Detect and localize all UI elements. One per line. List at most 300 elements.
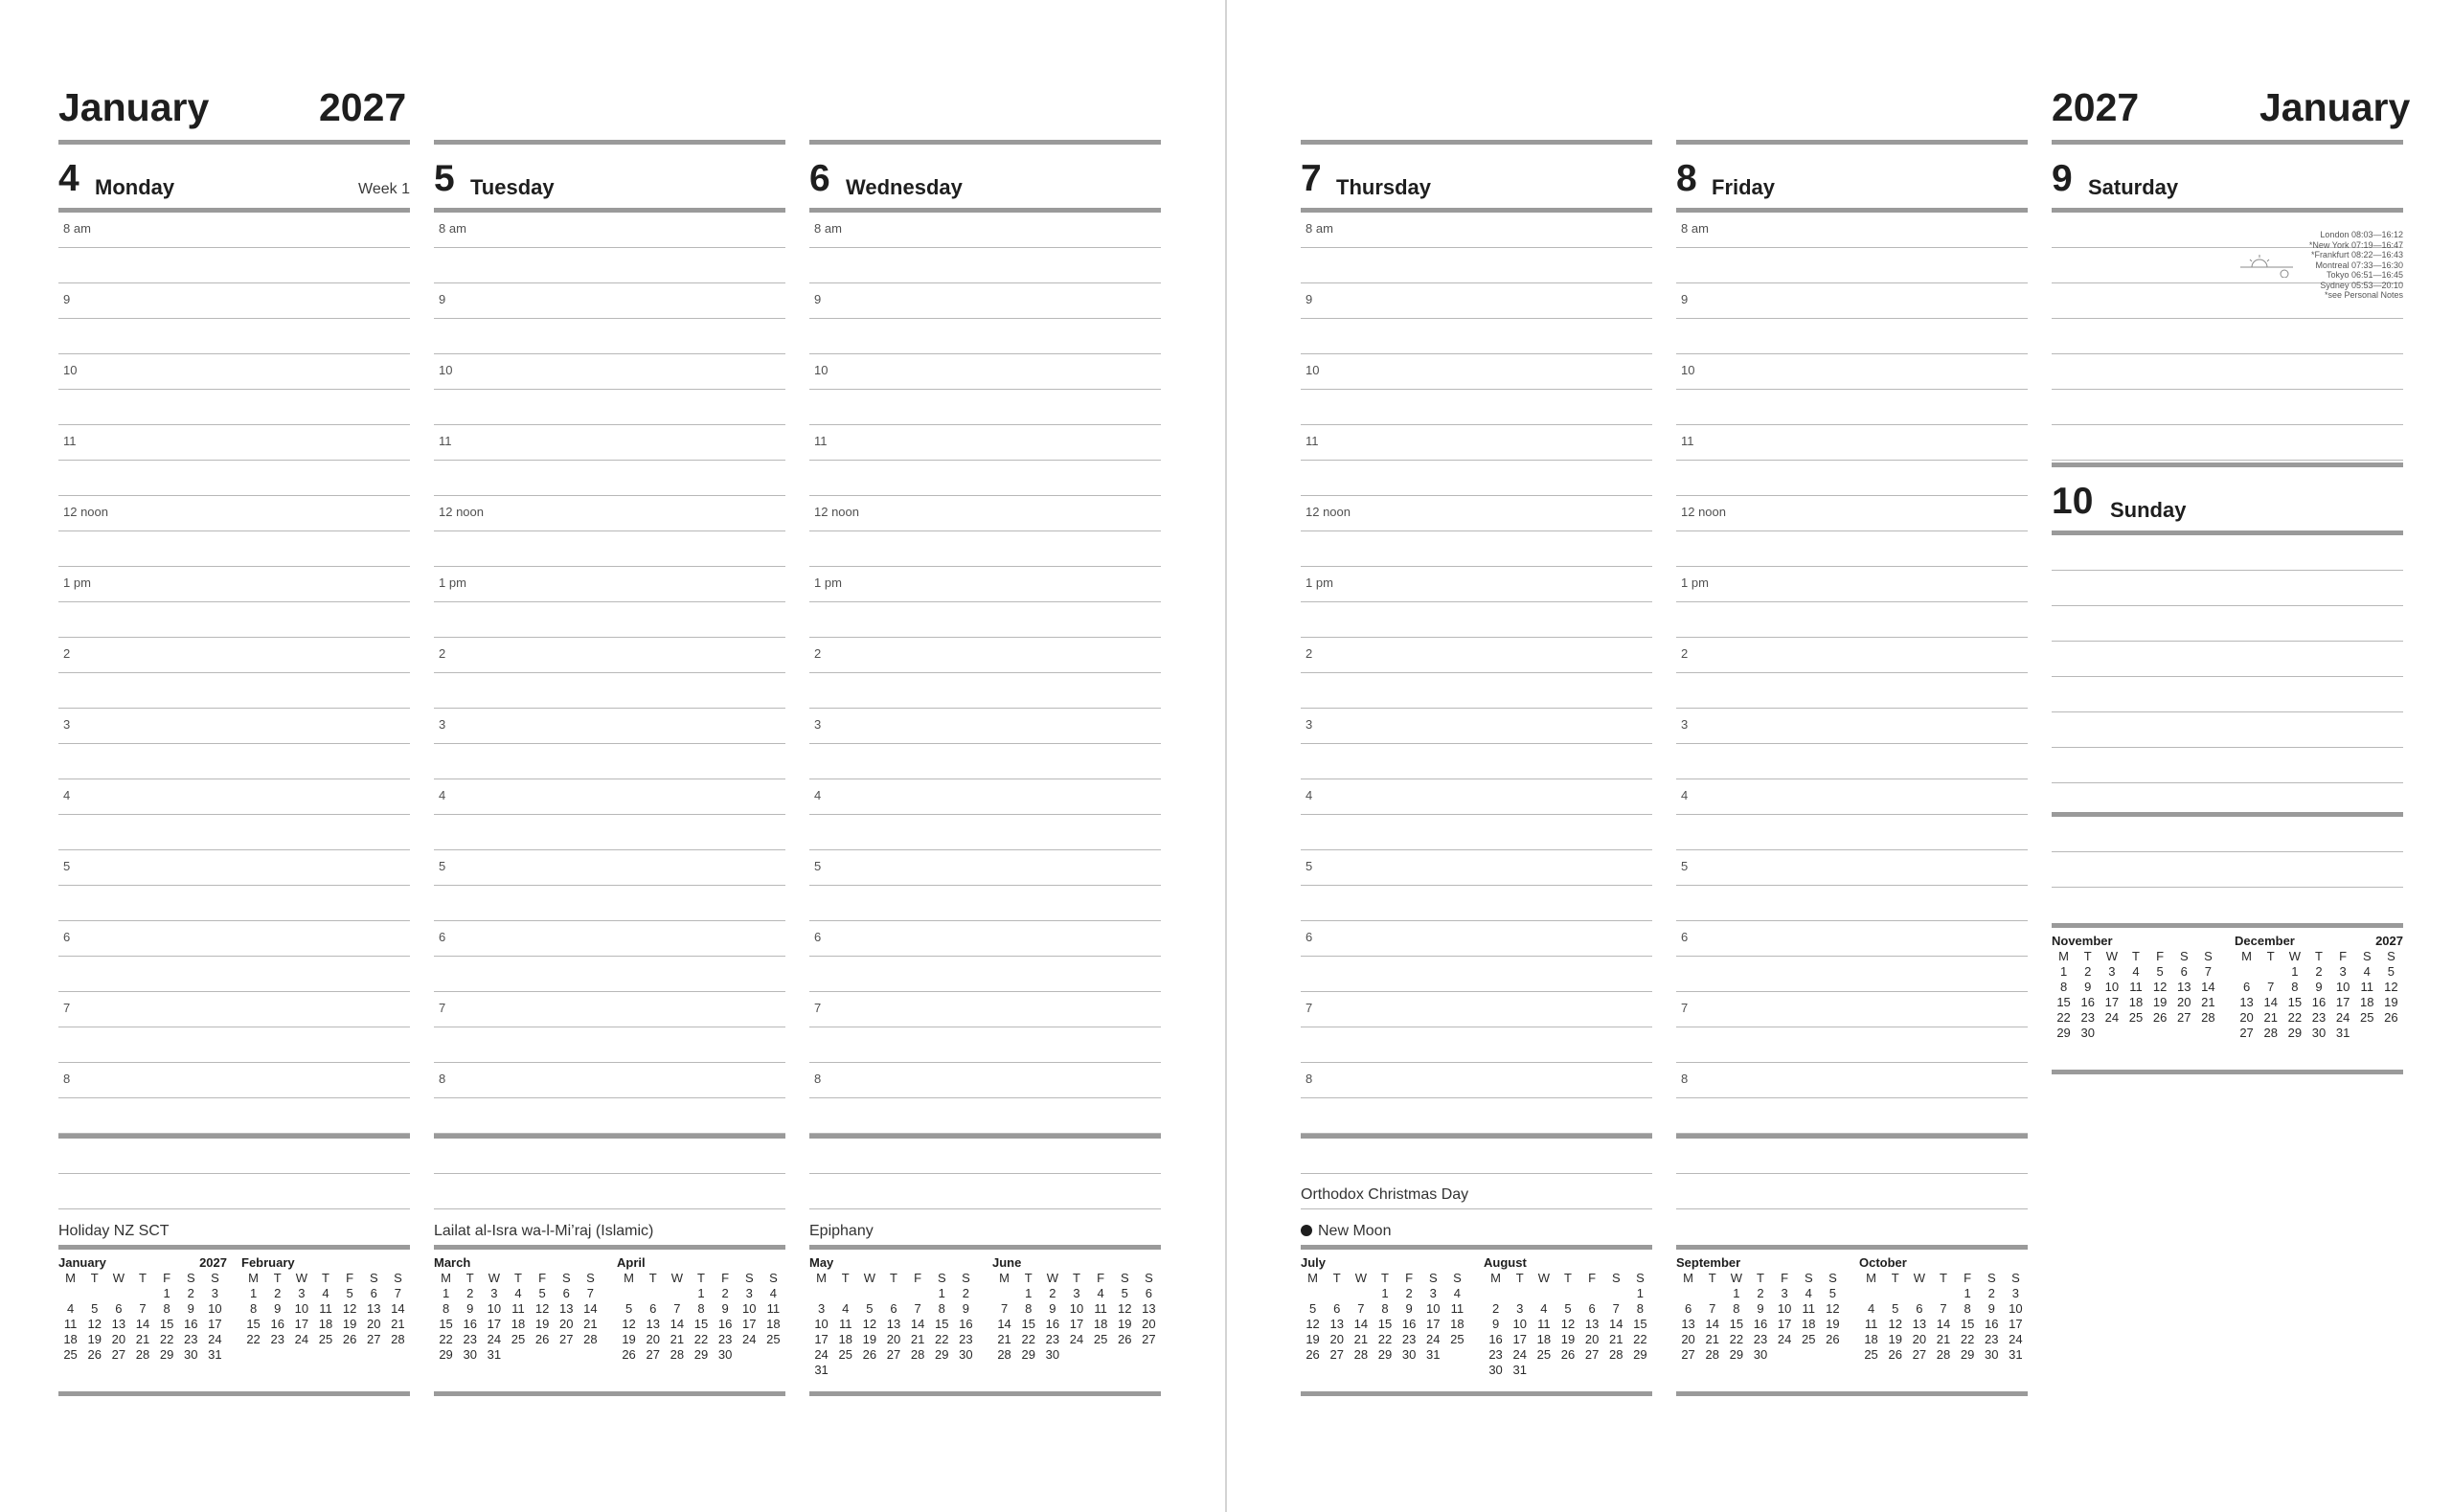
weekday-label: S (1428, 1271, 1438, 1285)
date-cell (906, 1286, 930, 1301)
half-hour-slot[interactable] (58, 461, 410, 496)
time-label: 6 (814, 930, 822, 944)
hour-slot[interactable] (434, 1063, 785, 1098)
weekday-header (1484, 1271, 1652, 1286)
date-cell: 18 (318, 1317, 333, 1331)
half-hour-slot[interactable] (1676, 531, 2028, 567)
date-cell: 23 (2080, 1010, 2095, 1025)
date-cell: 28 (1936, 1347, 1951, 1362)
hour-slot[interactable] (1301, 850, 1652, 886)
calendar-bottom-rule (58, 1391, 410, 1396)
date-cell: 7 (1000, 1301, 1009, 1316)
time-label: 10 (1681, 363, 1695, 377)
date-cell: 16 (1401, 1317, 1417, 1331)
note-line[interactable] (58, 1139, 410, 1174)
holiday-label: Epiphany (809, 1223, 874, 1239)
date-cell: 19 (534, 1317, 550, 1331)
date-cell: 4 (322, 1286, 329, 1300)
half-hour-slot[interactable] (809, 957, 1161, 992)
date-cell: 15 (1377, 1317, 1393, 1331)
date-cell (1301, 1286, 1325, 1301)
half-hour-slot[interactable] (1676, 673, 2028, 709)
half-hour-slot[interactable] (1301, 886, 1652, 921)
date-cell (1113, 1347, 1137, 1363)
time-label: 11 (63, 434, 77, 448)
half-hour-slot[interactable] (1301, 319, 1652, 354)
hour-slot[interactable] (434, 850, 785, 886)
hour-slot[interactable] (809, 496, 1161, 531)
weekday-label: M (441, 1271, 451, 1285)
writing-line[interactable] (2052, 677, 2403, 712)
mini-calendars (58, 1250, 410, 1391)
date-cell: 14 (1353, 1317, 1369, 1331)
half-hour-slot[interactable] (434, 248, 785, 283)
hour-slot[interactable] (434, 638, 785, 673)
week-row (2235, 980, 2403, 995)
half-hour-slot[interactable] (434, 602, 785, 638)
date-cell: 12 (342, 1301, 357, 1316)
half-hour-slot[interactable] (1301, 744, 1652, 779)
week-row (2052, 1010, 2220, 1026)
half-hour-slot[interactable] (58, 602, 410, 638)
date-cell: 23 (717, 1332, 733, 1346)
half-hour-slot[interactable] (1301, 461, 1652, 496)
date-cell: 26 (87, 1347, 102, 1362)
hour-slot[interactable] (1301, 213, 1652, 248)
writing-line[interactable] (2052, 748, 2403, 783)
date-cell: 4 (1867, 1301, 1875, 1316)
weekday-label: F (163, 1271, 171, 1285)
hour-slot[interactable] (1676, 779, 2028, 815)
half-hour-slot[interactable] (58, 248, 410, 283)
week-row (241, 1332, 410, 1347)
date-cell: 5 (866, 1301, 874, 1316)
half-hour-slot[interactable] (434, 319, 785, 354)
half-hour-slot[interactable] (809, 744, 1161, 779)
hour-slot[interactable] (58, 283, 410, 319)
hour-slot[interactable] (809, 213, 1161, 248)
hour-slot[interactable] (434, 921, 785, 957)
date-cell: 27 (886, 1347, 901, 1362)
writing-line[interactable] (2052, 354, 2403, 390)
half-hour-slot[interactable] (58, 319, 410, 354)
hour-slot[interactable] (1676, 213, 2028, 248)
note-line[interactable] (58, 1174, 410, 1209)
half-hour-slot[interactable] (1676, 319, 2028, 354)
date-cell (1484, 1286, 1508, 1301)
weekday-header (2052, 949, 2220, 964)
mini-calendar-february (241, 1255, 410, 1363)
left-year-title: 2027 (319, 85, 407, 129)
half-hour-slot[interactable] (1676, 744, 2028, 779)
hour-slot[interactable] (1301, 283, 1652, 319)
half-hour-slot[interactable] (434, 390, 785, 425)
half-hour-slot[interactable] (434, 957, 785, 992)
mini-calendar-title (1484, 1255, 1652, 1271)
note-line[interactable] (1301, 1174, 1652, 1209)
half-hour-slot[interactable] (434, 744, 785, 779)
time-label: 11 (1681, 434, 1694, 448)
half-hour-slot[interactable] (58, 815, 410, 850)
date-cell: 20 (111, 1332, 126, 1346)
day-header (58, 145, 410, 208)
half-hour-slot[interactable] (809, 673, 1161, 709)
hour-slot[interactable] (809, 992, 1161, 1027)
hour-slot[interactable] (809, 779, 1161, 815)
sun-time-new-york: *New York 07:19—16:47 (2308, 239, 2403, 250)
date-cell: 23 (463, 1332, 477, 1346)
hour-slot[interactable] (58, 213, 410, 248)
hour-slot[interactable] (58, 638, 410, 673)
date-cell: 28 (135, 1347, 150, 1362)
week-row (58, 1347, 227, 1363)
date-cell: 23 (1401, 1332, 1417, 1346)
half-hour-slot[interactable] (1301, 1098, 1652, 1134)
half-hour-slot[interactable] (58, 886, 410, 921)
half-hour-slot[interactable] (809, 531, 1161, 567)
hour-slot[interactable] (1676, 1063, 2028, 1098)
date-cell: 13 (559, 1301, 574, 1316)
week-row (809, 1332, 978, 1347)
date-cell: 31 (814, 1363, 829, 1377)
hour-slot[interactable] (434, 425, 785, 461)
writing-line[interactable] (2052, 712, 2403, 748)
half-hour-slot[interactable] (58, 673, 410, 709)
hour-slot[interactable] (434, 992, 785, 1027)
hour-slot[interactable] (1301, 354, 1652, 390)
date-cell: 10 (487, 1301, 502, 1316)
note-line[interactable] (434, 1174, 785, 1209)
weekday-header (241, 1271, 410, 1286)
hour-slot[interactable] (1301, 709, 1652, 744)
weekday-header (58, 1271, 227, 1286)
week-row (434, 1301, 602, 1317)
hour-slot[interactable] (1676, 496, 2028, 531)
hour-slot[interactable] (809, 283, 1161, 319)
half-hour-slot[interactable] (809, 886, 1161, 921)
mini-calendar-january (58, 1255, 227, 1363)
half-hour-slot[interactable] (434, 886, 785, 921)
time-label: 12 noon (1305, 505, 1351, 519)
date-cell: 5 (1892, 1301, 1899, 1316)
time-label: 6 (1681, 930, 1689, 944)
date-cell: 9 (1405, 1301, 1413, 1316)
hour-slot[interactable] (1676, 425, 2028, 461)
hour-slot[interactable] (58, 1063, 410, 1098)
date-cell (2123, 1026, 2147, 1041)
half-hour-slot[interactable] (1301, 390, 1652, 425)
hour-slot[interactable] (1301, 921, 1652, 957)
date-cell: 16 (1488, 1332, 1503, 1346)
date-cell: 30 (1488, 1363, 1503, 1377)
half-hour-slot[interactable] (1676, 1098, 2028, 1134)
half-hour-slot[interactable] (1676, 815, 2028, 850)
date-cell: 3 (211, 1286, 219, 1300)
date-cell: 19 (87, 1332, 102, 1346)
week-row (241, 1301, 410, 1317)
hour-slot[interactable] (58, 992, 410, 1027)
date-cell: 21 (2201, 995, 2215, 1009)
hour-slot[interactable] (58, 850, 410, 886)
saturday-area (2052, 213, 2403, 461)
weekday-label: F (2156, 949, 2165, 963)
week-row (1859, 1347, 2028, 1363)
weekday-label: S (1453, 1271, 1462, 1285)
weekday-label: S (1804, 1271, 1813, 1285)
date-cell (1628, 1363, 1652, 1378)
date-cell: 9 (274, 1301, 282, 1316)
hour-slot[interactable] (1301, 425, 1652, 461)
half-hour-slot[interactable] (1301, 957, 1652, 992)
hour-slot[interactable] (1301, 992, 1652, 1027)
date-cell: 24 (208, 1332, 222, 1346)
weekday-label: W (670, 1271, 683, 1285)
note-line[interactable] (1676, 1174, 2028, 1209)
note-line[interactable] (1301, 1139, 1652, 1174)
half-hour-slot[interactable] (809, 248, 1161, 283)
half-hour-slot[interactable] (1676, 461, 2028, 496)
date-cell: 10 (2335, 980, 2350, 994)
week-row (1484, 1286, 1652, 1301)
weekday-label: F (721, 1271, 730, 1285)
half-hour-slot[interactable] (1301, 602, 1652, 638)
hour-slot[interactable] (434, 709, 785, 744)
writing-line[interactable] (2052, 535, 2403, 571)
hour-slot[interactable] (58, 425, 410, 461)
week-row (617, 1347, 785, 1363)
half-hour-slot[interactable] (434, 461, 785, 496)
date-cell: 8 (1025, 1301, 1033, 1316)
half-hour-slot[interactable] (809, 319, 1161, 354)
date-cell: 8 (938, 1301, 945, 1316)
day-column-weekend (2052, 140, 2403, 1074)
writing-line[interactable] (2052, 425, 2403, 461)
half-hour-slot[interactable] (1676, 957, 2028, 992)
weekday-label: S (937, 1271, 946, 1285)
hour-slot[interactable] (809, 638, 1161, 673)
hour-slot[interactable] (58, 354, 410, 390)
date-cell: 26 (2384, 1010, 2398, 1025)
half-hour-slot[interactable] (1676, 390, 2028, 425)
calendar-bottom-rule (434, 1391, 785, 1396)
date-cell (106, 1286, 130, 1301)
date-cell: 21 (670, 1332, 685, 1346)
date-cell: 10 (1512, 1317, 1527, 1331)
hour-slot[interactable] (58, 921, 410, 957)
hour-slot[interactable] (58, 567, 410, 602)
half-hour-slot[interactable] (58, 1098, 410, 1134)
half-hour-slot[interactable] (1676, 886, 2028, 921)
weekday-label: T (2083, 949, 2092, 963)
date-cell: 25 (1450, 1332, 1464, 1346)
hour-slot[interactable] (1676, 567, 2028, 602)
date-cell: 17 (294, 1317, 309, 1331)
note-line[interactable] (434, 1139, 785, 1174)
weekday-header (617, 1271, 785, 1286)
date-cell: 7 (1357, 1301, 1365, 1316)
hour-slot[interactable] (434, 567, 785, 602)
writing-line[interactable] (2052, 642, 2403, 677)
half-hour-slot[interactable] (809, 815, 1161, 850)
date-cell: 14 (2263, 995, 2278, 1009)
date-cell: 24 (294, 1332, 309, 1346)
date-cell: 22 (439, 1332, 453, 1346)
half-hour-slot[interactable] (809, 1098, 1161, 1134)
date-cell: 14 (910, 1317, 925, 1331)
date-cell: 20 (1681, 1332, 1695, 1346)
weekday-label: F (1964, 1271, 1972, 1285)
date-cell: 20 (2177, 995, 2191, 1009)
hour-slot[interactable] (434, 213, 785, 248)
hour-slot[interactable] (434, 496, 785, 531)
date-cell: 6 (1333, 1301, 1341, 1316)
hour-slot[interactable] (1676, 850, 2028, 886)
hour-slot[interactable] (809, 709, 1161, 744)
date-cell (833, 1363, 857, 1378)
half-hour-slot[interactable] (58, 957, 410, 992)
month-name: August (1484, 1255, 1527, 1270)
date-cell: 25 (766, 1332, 781, 1346)
half-hour-slot[interactable] (1676, 602, 2028, 638)
half-hour-slot[interactable] (434, 531, 785, 567)
date-cell (1349, 1286, 1373, 1301)
week-row (241, 1317, 410, 1332)
hour-slot[interactable] (1676, 709, 2028, 744)
date-cell: 31 (2009, 1347, 2023, 1362)
mini-calendars (1301, 1250, 1652, 1391)
half-hour-slot[interactable] (58, 1027, 410, 1063)
hour-slot[interactable] (809, 921, 1161, 957)
hour-slot[interactable] (1301, 638, 1652, 673)
date-cell: 15 (1633, 1317, 1647, 1331)
hour-slot[interactable] (434, 354, 785, 390)
hour-slot[interactable] (1301, 567, 1652, 602)
half-hour-slot[interactable] (809, 602, 1161, 638)
date-cell: 12 (862, 1317, 877, 1331)
sun-time-montreal: Montreal 07:33—16:30 (2315, 260, 2403, 270)
hour-slot[interactable] (58, 779, 410, 815)
hour-slot[interactable] (58, 709, 410, 744)
half-hour-slot[interactable] (58, 390, 410, 425)
hour-slot[interactable] (809, 1063, 1161, 1098)
date-cell (809, 1286, 833, 1301)
date-cell (2196, 1026, 2220, 1041)
week-row (1301, 1286, 1469, 1301)
date-cell: 29 (1377, 1347, 1393, 1362)
writing-line[interactable] (2052, 606, 2403, 642)
date-cell: 11 (1450, 1301, 1464, 1316)
writing-line[interactable] (2052, 571, 2403, 606)
note-line[interactable] (1676, 1139, 2028, 1174)
hour-slot[interactable] (1676, 283, 2028, 319)
half-hour-slot[interactable] (434, 1098, 785, 1134)
date-cell: 13 (367, 1301, 381, 1316)
half-hour-slot[interactable] (1676, 1027, 2028, 1063)
mini-calendar-march (434, 1255, 602, 1363)
note-line[interactable] (809, 1174, 1161, 1209)
week-row (809, 1363, 978, 1378)
writing-line[interactable] (2052, 319, 2403, 354)
date-cell: 7 (1709, 1301, 1716, 1316)
date-cell: 5 (91, 1301, 99, 1316)
date-cell: 16 (1753, 1317, 1768, 1331)
hour-slot[interactable] (1676, 638, 2028, 673)
half-hour-slot[interactable] (1301, 1027, 1652, 1063)
half-hour-slot[interactable] (1301, 815, 1652, 850)
hour-slot[interactable] (58, 496, 410, 531)
hour-slot[interactable] (1301, 1063, 1652, 1098)
half-hour-slot[interactable] (1301, 673, 1652, 709)
month-name: October (1859, 1255, 1907, 1270)
date-cell: 22 (693, 1332, 709, 1346)
time-label: 8 am (1681, 221, 1709, 236)
half-hour-slot[interactable] (1301, 248, 1652, 283)
half-hour-slot[interactable] (1301, 531, 1652, 567)
hour-slot[interactable] (1676, 921, 2028, 957)
hour-slot[interactable] (1676, 992, 2028, 1027)
date-cell: 17 (742, 1317, 757, 1331)
date-cell: 9 (466, 1301, 474, 1316)
half-hour-slot[interactable] (434, 673, 785, 709)
hour-slot[interactable] (809, 354, 1161, 390)
hour-slot[interactable] (1301, 779, 1652, 815)
half-hour-slot[interactable] (809, 1027, 1161, 1063)
date-cell: 30 (1753, 1347, 1768, 1362)
weekday-label: W (2288, 949, 2301, 963)
note-line[interactable] (809, 1139, 1161, 1174)
hour-slot[interactable] (809, 567, 1161, 602)
time-label: 6 (1305, 930, 1313, 944)
half-hour-slot[interactable] (809, 390, 1161, 425)
note-line[interactable] (2052, 817, 2403, 852)
date-cell: 30 (2080, 1026, 2095, 1040)
date-cell (1773, 1347, 1797, 1363)
half-hour-slot[interactable] (1676, 248, 2028, 283)
mini-calendar-november (2052, 934, 2220, 1041)
date-cell: 20 (1584, 1332, 1600, 1346)
note-line[interactable] (2052, 852, 2403, 888)
weekday-label: T (648, 1271, 657, 1285)
date-cell: 22 (1729, 1332, 1744, 1346)
half-hour-slot[interactable] (434, 815, 785, 850)
date-cell: 27 (1681, 1347, 1695, 1362)
date-cell: 19 (2152, 995, 2168, 1009)
half-hour-slot[interactable] (58, 744, 410, 779)
hour-slot[interactable] (434, 283, 785, 319)
date-cell: 6 (115, 1301, 123, 1316)
hour-slot[interactable] (434, 779, 785, 815)
date-cell: 14 (670, 1317, 685, 1331)
date-cell: 21 (583, 1317, 598, 1331)
date-cell: 26 (342, 1332, 357, 1346)
weekday-label: W (863, 1271, 875, 1285)
hour-slot[interactable] (809, 425, 1161, 461)
hour-slot[interactable] (1676, 354, 2028, 390)
date-cell: 24 (487, 1332, 502, 1346)
half-hour-slot[interactable] (809, 461, 1161, 496)
mini-calendar-title (1301, 1255, 1469, 1271)
hour-slot[interactable] (1301, 496, 1652, 531)
date-cell: 19 (2384, 995, 2398, 1009)
date-cell (1580, 1286, 1604, 1301)
writing-line[interactable] (2052, 390, 2403, 425)
half-hour-slot[interactable] (58, 531, 410, 567)
time-label: 8 am (814, 221, 842, 236)
half-hour-slot[interactable] (434, 1027, 785, 1063)
hour-slot[interactable] (809, 850, 1161, 886)
weekday-label: T (697, 1271, 705, 1285)
date-cell (2355, 1026, 2379, 1041)
